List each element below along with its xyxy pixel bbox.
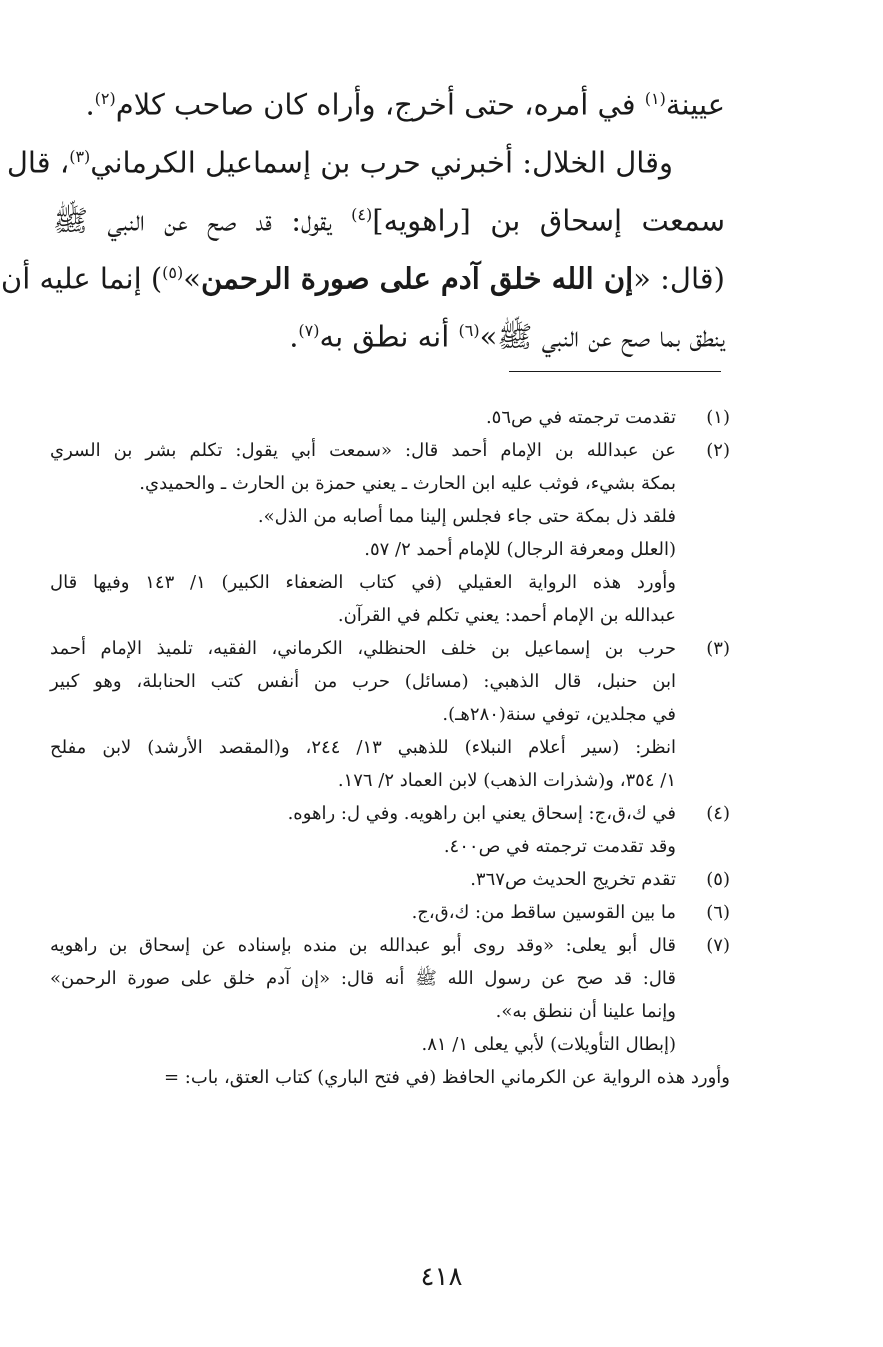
footnote-line: ما بين القوسين ساقط من: ك،ق،ج. — [411, 902, 676, 923]
footnote-body — [50, 401, 676, 434]
footnote-line: في ك،ق،ج: إسحاق يعني ابن راهويه. وفي ل: راهوه. — [287, 803, 676, 824]
footnote-body — [50, 929, 730, 1094]
footnote-number: (١) — [706, 407, 730, 428]
footnote-line: ١/ ٣٥٤، و(شذرات الذهب) لابن العماد ٢/ ١٧٦. — [337, 770, 676, 791]
footnote-line: عن عبدالله بن الإمام أحمد قال: «سمعت أبي يقول: تكلم بشر بن السري — [50, 440, 676, 461]
footnote-line: قال أبو يعلى: «وقد روى أبو عبدالله بن منده بإسناده عن إسحاق بن راهويه — [50, 935, 676, 956]
hadith-quote: إن الله خلق آدم على صورة الرحمن — [201, 261, 634, 296]
footnote-line: انظر: (سير أعلام النبلاء) للذهبي ١٣/ ٢٤٤، و(المقصد الأرشد) لابن مفلح — [50, 737, 676, 758]
footnote-line: (العلل ومعرفة الرجال) للإمام أحمد ٢/ ٥٧. — [364, 539, 676, 560]
footnote-line: وإنما علينا أن ننطق به». — [495, 1001, 676, 1022]
main-text-line — [0, 244, 725, 302]
footnote-body — [50, 896, 676, 929]
footnote-marker[interactable]: (٣) — [69, 147, 91, 166]
footnote-marker[interactable]: (٢) — [94, 89, 116, 108]
footnote-number: (٤) — [706, 803, 730, 824]
footnote-line: تقدمت ترجمته في ص٥٦. — [485, 407, 676, 428]
footnote-number: (٧) — [706, 935, 730, 956]
text-segment: أنه نطق به — [319, 319, 459, 354]
footnote-line: ابن حنبل، قال الذهبي: (مسائل) حرب من أنفس كتب الحنابلة، وهو كبير — [50, 671, 676, 692]
text-segment: . — [289, 319, 299, 354]
text-segment: في أمره، حتى أخرج، وأراه كان صاحب كلام — [115, 87, 645, 122]
footnote — [50, 929, 730, 1094]
main-text-line — [6, 128, 725, 186]
footnote-marker[interactable]: (١) — [644, 89, 666, 108]
footnote-line: عبدالله بن الإمام أحمد: يعني تكلم في القرآن. — [337, 605, 676, 626]
footnote-marker[interactable]: (٦) — [458, 321, 480, 340]
page-number: ٤١٨ — [420, 1262, 463, 1292]
footnote-marker[interactable]: (٤) — [351, 205, 373, 224]
text-segment: سمعت إسحاق بن [راهويه] — [372, 203, 726, 238]
footnote-number: (٢) — [706, 440, 730, 461]
footnote-line: حرب بن إسماعيل بن خلف الحنظلي، الكرماني، الفقيه، تلميذ الإمام أحمد — [50, 638, 676, 659]
text-segment: ) إنما عليه أن — [0, 261, 163, 296]
footnote — [50, 863, 730, 896]
footnote-marker[interactable]: (٧) — [298, 321, 320, 340]
footnote-number: (٣) — [706, 638, 730, 659]
text-segment: وقال الخلال: أخبرني حرب بن إسماعيل الكرماني — [90, 145, 673, 180]
footnote-line: فلقد ذل بمكة حتى جاء فجلس إلينا مما أصابه من الذل». — [257, 506, 676, 527]
footnote-body — [50, 632, 676, 797]
footnote — [50, 896, 730, 929]
footnote-number: (٦) — [706, 902, 730, 923]
footnote — [50, 434, 730, 632]
text-segment: (قال: « — [633, 261, 725, 296]
footnote-line: تقدم تخريج الحديث ص٣٦٧. — [470, 869, 676, 890]
footnote-line: وأورد هذه الرواية العقيلي (في كتاب الضعفاء الكبير) ١/ ١٤٣ وفيها قال — [50, 572, 676, 593]
footnote-line: (إبطال التأويلات) لأبي يعلى ١/ ٨١. — [421, 1034, 676, 1055]
footnote — [50, 401, 730, 434]
text-segment: ، قال — [6, 145, 70, 180]
text-segment: . — [85, 87, 95, 122]
footnote — [50, 632, 730, 797]
footnote-body — [50, 863, 676, 896]
footnote-number: (٥) — [706, 869, 730, 890]
main-text-line — [53, 186, 725, 244]
footnote-body — [50, 797, 676, 863]
footnote-line: في مجلدين، توفي سنة(٢٨٠هـ). — [442, 704, 676, 725]
footnote-marker[interactable]: (٥) — [162, 263, 184, 282]
main-text-line — [53, 302, 725, 360]
text-segment: يقول: قد صح عن النبي ﷺ — [53, 203, 352, 238]
footnote-line: وقد تقدمت ترجمته في ص٤٠٠. — [443, 836, 676, 857]
footnotes — [50, 401, 730, 1094]
main-text-line — [53, 70, 725, 128]
footnote-body — [50, 434, 676, 632]
text-segment: » — [183, 261, 202, 296]
footnote-line: بمكة بشيء، فوثب عليه ابن الحارث ـ يعني حمزة بن الحارث ـ والحميدي. — [139, 473, 676, 494]
footnote-separator — [509, 371, 721, 372]
text-segment: ينطق بما صح عن النبي ﷺ» — [479, 319, 725, 354]
footnote-line: قال: قد صح عن رسول الله ﷺ أنه قال: «إن آدم خلق على صورة الرحمن» — [50, 968, 676, 989]
footnote-line: وأورد هذه الرواية عن الكرماني الحافظ (في فتح الباري) كتاب العتق، باب: = — [163, 1067, 730, 1088]
footnote — [50, 797, 730, 863]
main-text — [0, 70, 726, 360]
text-segment: عيينة — [665, 87, 725, 122]
